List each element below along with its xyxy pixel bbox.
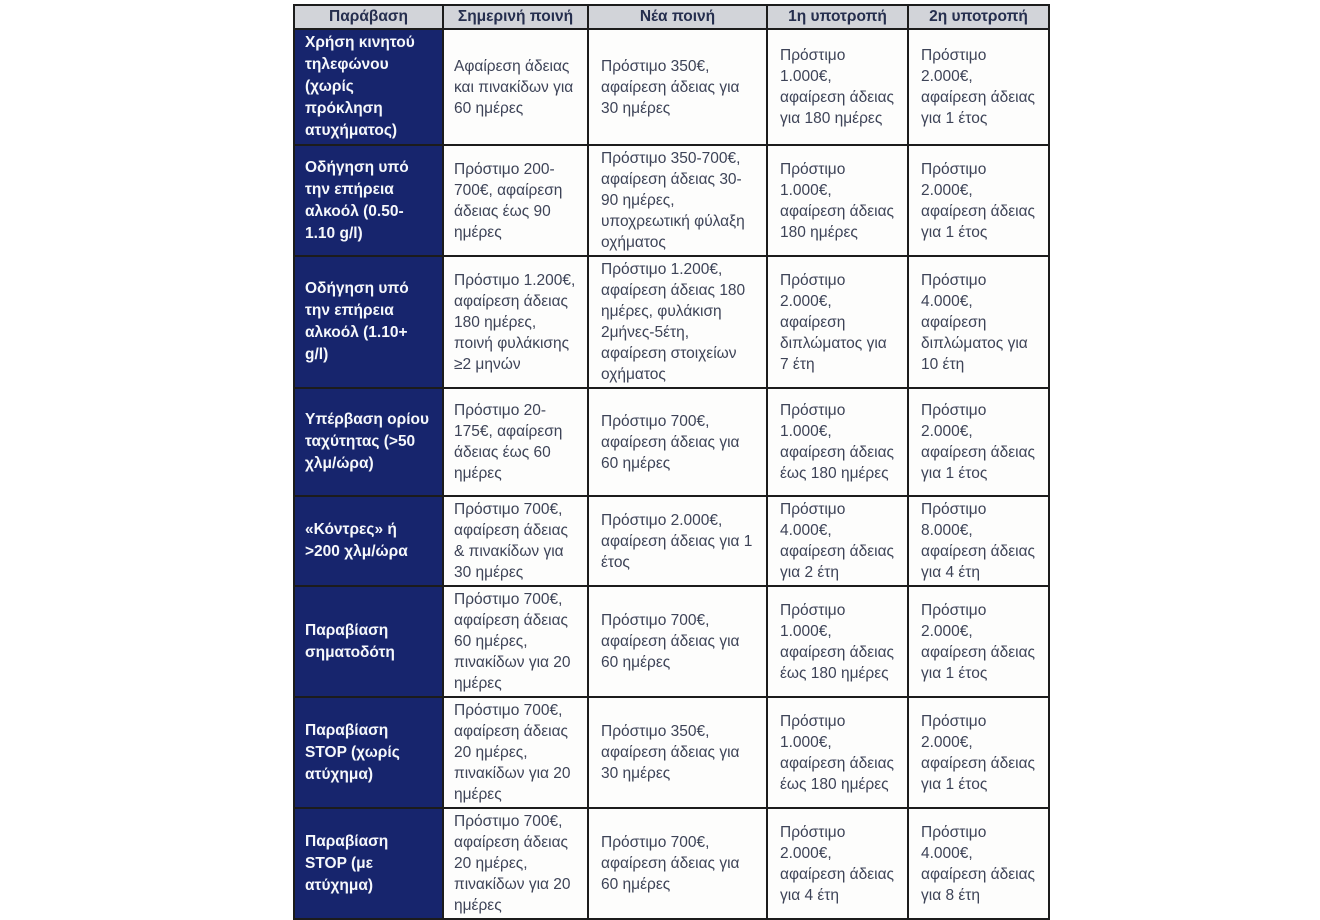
- current-penalty-cell: Πρόστιμο 700€, αφαίρεση άδειας 60 ημέρες, πινακίδων για 20 ημέρες: [443, 586, 588, 697]
- new-penalty-cell: Πρόστιμο 350-700€, αφαίρεση άδειας 30-90 ημέρες, υποχρεωτική φύλαξη οχήματος: [588, 145, 767, 256]
- new-penalty-cell: Πρόστιμο 350€, αφαίρεση άδειας για 30 ημέρες: [588, 697, 767, 808]
- current-penalty-cell: Πρόστιμο 700€, αφαίρεση άδειας 20 ημέρες, πινακίδων για 20 ημέρες: [443, 808, 588, 919]
- second-relapse-cell: Πρόστιμο 4.000€, αφαίρεση άδειας για 8 έτη: [908, 808, 1049, 919]
- first-relapse-cell: Πρόστιμο 1.000€, αφαίρεση άδειας για 180 ημέρες: [767, 29, 908, 145]
- violation-cell: Υπέρβαση ορίου ταχύτητας (>50 χλμ/ώρα): [294, 388, 443, 496]
- first-relapse-cell: Πρόστιμο 1.000€, αφαίρεση άδειας έως 180 ημέρες: [767, 388, 908, 496]
- second-relapse-cell: Πρόστιμο 4.000€, αφαίρεση διπλώματος για 10 έτη: [908, 256, 1049, 388]
- column-header-first-relapse: 1η υποτροπή: [767, 5, 908, 29]
- violation-cell: Οδήγηση υπό την επήρεια αλκοόλ (0.50-1.10 g/l): [294, 145, 443, 256]
- table-row: [294, 808, 1049, 919]
- second-relapse-cell: Πρόστιμο 2.000€, αφαίρεση άδειας για 1 έτος: [908, 145, 1049, 256]
- second-relapse-cell: Πρόστιμο 2.000€, αφαίρεση άδειας για 1 έτος: [908, 388, 1049, 496]
- violation-cell: Παραβίαση STOP (με ατύχημα): [294, 808, 443, 919]
- current-penalty-cell: Πρόστιμο 700€, αφαίρεση άδειας 20 ημέρες, πινακίδων για 20 ημέρες: [443, 697, 588, 808]
- new-penalty-cell: Πρόστιμο 700€, αφαίρεση άδειας για 60 ημέρες: [588, 808, 767, 919]
- first-relapse-cell: Πρόστιμο 1.000€, αφαίρεση άδειας έως 180 ημέρες: [767, 697, 908, 808]
- second-relapse-cell: Πρόστιμο 2.000€, αφαίρεση άδειας για 1 έτος: [908, 29, 1049, 145]
- second-relapse-cell: Πρόστιμο 8.000€, αφαίρεση άδειας για 4 έτη: [908, 496, 1049, 586]
- first-relapse-cell: Πρόστιμο 1.000€, αφαίρεση άδειας 180 ημέρες: [767, 145, 908, 256]
- violation-cell: «Κόντρες» ή >200 χλμ/ώρα: [294, 496, 443, 586]
- header-row: [294, 5, 1049, 29]
- violation-cell: Παραβίαση σηματοδότη: [294, 586, 443, 697]
- table-row: [294, 496, 1049, 586]
- new-penalty-cell: Πρόστιμο 700€, αφαίρεση άδειας για 60 ημέρες: [588, 388, 767, 496]
- table-row: [294, 145, 1049, 256]
- second-relapse-cell: Πρόστιμο 2.000€, αφαίρεση άδειας για 1 έτος: [908, 697, 1049, 808]
- violation-cell: Παραβίαση STOP (χωρίς ατύχημα): [294, 697, 443, 808]
- new-penalty-cell: Πρόστιμο 1.200€, αφαίρεση άδειας 180 ημέρες, φυλάκιση 2μήνες-5έτη, αφαίρεση στοιχείων οχήματος: [588, 256, 767, 388]
- table-body: [294, 29, 1049, 919]
- penalties-table: [293, 4, 1050, 920]
- current-penalty-cell: Αφαίρεση άδειας και πινακίδων για 60 ημέρες: [443, 29, 588, 145]
- current-penalty-cell: Πρόστιμο 200-700€, αφαίρεση άδειας έως 90 ημέρες: [443, 145, 588, 256]
- new-penalty-cell: Πρόστιμο 350€, αφαίρεση άδειας για 30 ημέρες: [588, 29, 767, 145]
- new-penalty-cell: Πρόστιμο 2.000€, αφαίρεση άδειας για 1 έτος: [588, 496, 767, 586]
- first-relapse-cell: Πρόστιμο 4.000€, αφαίρεση άδειας για 2 έτη: [767, 496, 908, 586]
- table-header: [294, 5, 1049, 29]
- first-relapse-cell: Πρόστιμο 1.000€, αφαίρεση άδειας έως 180 ημέρες: [767, 586, 908, 697]
- column-header-new-penalty: Νέα ποινή: [588, 5, 767, 29]
- current-penalty-cell: Πρόστιμο 20-175€, αφαίρεση άδειας έως 60 ημέρες: [443, 388, 588, 496]
- table-row: [294, 256, 1049, 388]
- table-row: [294, 29, 1049, 145]
- second-relapse-cell: Πρόστιμο 2.000€, αφαίρεση άδειας για 1 έτος: [908, 586, 1049, 697]
- table-row: [294, 697, 1049, 808]
- current-penalty-cell: Πρόστιμο 1.200€, αφαίρεση άδειας 180 ημέρες, ποινή φυλάκισης ≥2 μηνών: [443, 256, 588, 388]
- new-penalty-cell: Πρόστιμο 700€, αφαίρεση άδειας για 60 ημέρες: [588, 586, 767, 697]
- column-header-current-penalty: Σημερινή ποινή: [443, 5, 588, 29]
- table-row: [294, 586, 1049, 697]
- column-header-violation: Παράβαση: [294, 5, 443, 29]
- table-row: [294, 388, 1049, 496]
- current-penalty-cell: Πρόστιμο 700€, αφαίρεση άδειας & πινακίδων για 30 ημέρες: [443, 496, 588, 586]
- violation-cell: Οδήγηση υπό την επήρεια αλκοόλ (1.10+ g/l): [294, 256, 443, 388]
- first-relapse-cell: Πρόστιμο 2.000€, αφαίρεση άδειας για 4 έτη: [767, 808, 908, 919]
- column-header-second-relapse: 2η υποτροπή: [908, 5, 1049, 29]
- first-relapse-cell: Πρόστιμο 2.000€, αφαίρεση διπλώματος για 7 έτη: [767, 256, 908, 388]
- violation-cell: Χρήση κινητού τηλεφώνου (χωρίς πρόκληση ατυχήματος): [294, 29, 443, 145]
